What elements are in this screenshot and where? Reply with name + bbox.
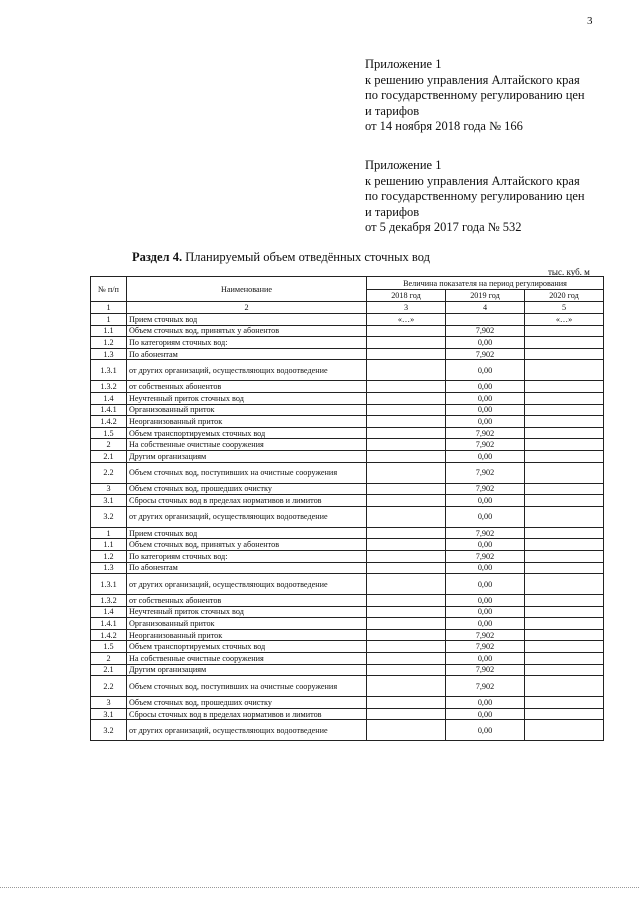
value-2019: 7,902: [446, 550, 525, 562]
row-number: 1.4.1: [91, 618, 127, 630]
table-row: [91, 416, 604, 428]
value-2020: [525, 392, 604, 404]
value-2018: [367, 416, 446, 428]
row-name: Объем сточных вод, принятых у абонентов: [127, 539, 367, 551]
value-2018: [367, 606, 446, 618]
row-number: 1.4: [91, 606, 127, 618]
value-2018: [367, 439, 446, 451]
value-2020: [525, 574, 604, 595]
row-number: 3.2: [91, 506, 127, 527]
appendix-line: и тарифов: [365, 204, 420, 219]
row-name: Неучтенный приток сточных вод: [127, 606, 367, 618]
table-row: [91, 629, 604, 641]
value-2020: [525, 348, 604, 360]
value-2019: 0,00: [446, 618, 525, 630]
value-2019: 7,902: [446, 641, 525, 653]
section-heading: Планируемый объем отведённых сточных вод: [185, 250, 430, 264]
value-2019: 0,00: [446, 595, 525, 607]
value-2018: [367, 325, 446, 337]
row-name: На собственные очистные сооружения: [127, 439, 367, 451]
value-2018: [367, 562, 446, 574]
value-2020: [525, 618, 604, 630]
column-index: 3: [367, 302, 446, 314]
column-header-year: 2018 год: [367, 290, 446, 302]
row-number: 3: [91, 697, 127, 709]
value-2018: [367, 427, 446, 439]
value-2019: 0,00: [446, 562, 525, 574]
row-name: Организованный приток: [127, 404, 367, 416]
row-name: от других организаций, осуществляющих водоотведение: [127, 574, 367, 595]
column-index: 4: [446, 302, 525, 314]
value-2020: [525, 337, 604, 349]
row-number: 2.2: [91, 462, 127, 483]
row-name: По категориям сточных вод:: [127, 337, 367, 349]
table-row: [91, 676, 604, 697]
value-2020: [525, 527, 604, 539]
column-header-year: 2019 год: [446, 290, 525, 302]
table-row: [91, 574, 604, 595]
column-index: 1: [91, 302, 127, 314]
value-2020: [525, 416, 604, 428]
table-row: [91, 462, 604, 483]
row-number: 1.2: [91, 550, 127, 562]
row-number: 1.3: [91, 562, 127, 574]
value-2018: [367, 337, 446, 349]
value-2020: [525, 562, 604, 574]
table-row: [91, 606, 604, 618]
value-2019: 0,00: [446, 574, 525, 595]
appendix-line: к решению управления Алтайского края: [365, 72, 580, 87]
appendix-line: и тарифов: [365, 103, 420, 118]
row-number: 1.2: [91, 337, 127, 349]
value-2018: [367, 641, 446, 653]
value-2018: [367, 595, 446, 607]
value-2020: [525, 676, 604, 697]
row-number: 1.3: [91, 348, 127, 360]
value-2019: 0,00: [446, 337, 525, 349]
column-header-name: Наименование: [127, 277, 367, 302]
value-2019: 7,902: [446, 348, 525, 360]
value-2018: [367, 618, 446, 630]
table-row: [91, 618, 604, 630]
row-number: 1.4.2: [91, 416, 127, 428]
column-index: 2: [127, 302, 367, 314]
row-number: 2.2: [91, 676, 127, 697]
value-2018: [367, 629, 446, 641]
value-2019: 0,00: [446, 708, 525, 720]
value-2019: 0,00: [446, 495, 525, 507]
row-name: Сбросы сточных вод в пределах нормативов и лимитов: [127, 495, 367, 507]
value-2018: [367, 506, 446, 527]
value-2018: [367, 450, 446, 462]
row-name: Объем сточных вод, прошедших очистку: [127, 697, 367, 709]
column-index: 5: [525, 302, 604, 314]
table-row: [91, 495, 604, 507]
table-body: [91, 314, 604, 741]
row-name: По абонентам: [127, 562, 367, 574]
row-number: 2: [91, 439, 127, 451]
row-name: На собственные очистные сооружения: [127, 653, 367, 665]
row-number: 1.3.1: [91, 360, 127, 381]
row-number: 1.5: [91, 641, 127, 653]
value-2019: 0,00: [446, 539, 525, 551]
row-name: от собственных абонентов: [127, 595, 367, 607]
value-2019: 7,902: [446, 483, 525, 495]
value-2018: [367, 550, 446, 562]
scan-edge-divider: [0, 887, 639, 888]
row-name: По абонентам: [127, 348, 367, 360]
value-2019: 7,902: [446, 427, 525, 439]
value-2020: [525, 360, 604, 381]
row-name: По категориям сточных вод:: [127, 550, 367, 562]
row-number: 3.1: [91, 495, 127, 507]
value-2019: 0,00: [446, 450, 525, 462]
table-row: [91, 325, 604, 337]
appendix-line: от 14 ноября 2018 года № 166: [365, 119, 523, 133]
row-number: 1.3.1: [91, 574, 127, 595]
value-2020: [525, 653, 604, 665]
table-row: [91, 427, 604, 439]
value-2019: 0,00: [446, 416, 525, 428]
row-number: 2.1: [91, 450, 127, 462]
row-number: 2: [91, 653, 127, 665]
row-name: Объем сточных вод, поступивших на очистные сооружения: [127, 676, 367, 697]
value-2019: 0,00: [446, 360, 525, 381]
value-2020: [525, 550, 604, 562]
value-2020: [525, 450, 604, 462]
value-2020: [525, 629, 604, 641]
row-name: Объем транспортируемых сточных вод: [127, 641, 367, 653]
table-row: [91, 439, 604, 451]
section-label: Раздел 4.: [132, 250, 183, 264]
appendix-line: по государственному регулированию цен: [365, 88, 585, 102]
table-row: [91, 595, 604, 607]
section-title: [132, 250, 430, 265]
table-row: [91, 562, 604, 574]
column-header-period: Величина показателя на период регулирования: [367, 277, 604, 290]
value-2018: [367, 381, 446, 393]
table-row: [91, 641, 604, 653]
value-2018: [367, 653, 446, 665]
value-2019: 0,00: [446, 392, 525, 404]
appendix-line: Приложение 1: [365, 57, 442, 71]
value-2020: [525, 720, 604, 741]
table-row: [91, 708, 604, 720]
wastewater-volume-table: [90, 276, 604, 741]
value-2018: [367, 348, 446, 360]
value-2020: [525, 697, 604, 709]
table-row: [91, 404, 604, 416]
row-number: 3.1: [91, 708, 127, 720]
table-row: [91, 539, 604, 551]
table-row: [91, 653, 604, 665]
row-name: Объем сточных вод, прошедших очистку: [127, 483, 367, 495]
table-row: [91, 337, 604, 349]
value-2018: [367, 392, 446, 404]
value-2019: [446, 314, 525, 326]
table-row: [91, 720, 604, 741]
units-label: тыс. куб. м: [548, 267, 590, 277]
row-number: 1.4.1: [91, 404, 127, 416]
value-2019: 0,00: [446, 606, 525, 618]
value-2020: [525, 708, 604, 720]
table-row: [91, 360, 604, 381]
value-2020: [525, 606, 604, 618]
column-header-number: № п/п: [91, 277, 127, 302]
value-2018: [367, 697, 446, 709]
row-number: 1.5: [91, 427, 127, 439]
row-number: 1.1: [91, 325, 127, 337]
value-2020: [525, 381, 604, 393]
row-number: 1.3.2: [91, 595, 127, 607]
table-row: [91, 506, 604, 527]
row-name: Объем сточных вод, принятых у абонентов: [127, 325, 367, 337]
value-2019: 0,00: [446, 720, 525, 741]
row-name: Прием сточных вод: [127, 314, 367, 326]
value-2018: [367, 462, 446, 483]
table-row: [91, 483, 604, 495]
row-number: 2.1: [91, 664, 127, 676]
row-number: 1: [91, 314, 127, 326]
value-2020: [525, 462, 604, 483]
value-2019: 7,902: [446, 676, 525, 697]
row-name: от других организаций, осуществляющих водоотведение: [127, 720, 367, 741]
value-2019: 7,902: [446, 629, 525, 641]
value-2018: [367, 539, 446, 551]
table-row: [91, 550, 604, 562]
value-2018: [367, 676, 446, 697]
table-row: [91, 392, 604, 404]
table-row: [91, 348, 604, 360]
row-number: 1.4: [91, 392, 127, 404]
value-2020: [525, 641, 604, 653]
value-2020: [525, 539, 604, 551]
value-2020: [525, 495, 604, 507]
row-name: от собственных абонентов: [127, 381, 367, 393]
value-2018: [367, 483, 446, 495]
table-row: [91, 450, 604, 462]
value-2019: 0,00: [446, 404, 525, 416]
table-row: [91, 664, 604, 676]
value-2018: [367, 720, 446, 741]
value-2020: [525, 427, 604, 439]
value-2020: [525, 483, 604, 495]
value-2018: [367, 495, 446, 507]
value-2018: [367, 527, 446, 539]
value-2019: 7,902: [446, 439, 525, 451]
row-name: Другим организациям: [127, 450, 367, 462]
appendix-line: к решению управления Алтайского края: [365, 173, 580, 188]
value-2020: [525, 325, 604, 337]
value-2018: [367, 404, 446, 416]
row-name: Объем транспортируемых сточных вод: [127, 427, 367, 439]
column-header-year: 2020 год: [525, 290, 604, 302]
table-row: [91, 381, 604, 393]
row-name: Другим организациям: [127, 664, 367, 676]
row-number: 3.2: [91, 720, 127, 741]
value-2019: 7,902: [446, 664, 525, 676]
row-name: Прием сточных вод: [127, 527, 367, 539]
value-2018: [367, 664, 446, 676]
value-2018: [367, 708, 446, 720]
value-2018: [367, 360, 446, 381]
table-row: [91, 314, 604, 326]
row-number: 1: [91, 527, 127, 539]
row-name: Неучтенный приток сточных вод: [127, 392, 367, 404]
value-2020: «…»: [525, 314, 604, 326]
value-2019: 7,902: [446, 527, 525, 539]
value-2020: [525, 664, 604, 676]
value-2020: [525, 506, 604, 527]
row-number: 3: [91, 483, 127, 495]
row-name: от других организаций, осуществляющих водоотведение: [127, 506, 367, 527]
value-2019: 7,902: [446, 462, 525, 483]
table-row: [91, 697, 604, 709]
value-2020: [525, 404, 604, 416]
value-2018: [367, 574, 446, 595]
value-2019: 0,00: [446, 381, 525, 393]
appendix-line: Приложение 1: [365, 158, 442, 172]
row-name: от других организаций, осуществляющих водоотведение: [127, 360, 367, 381]
row-name: Объем сточных вод, поступивших на очистные сооружения: [127, 462, 367, 483]
row-name: Неорганизованный приток: [127, 629, 367, 641]
appendix-line: от 5 декабря 2017 года № 532: [365, 220, 522, 234]
row-number: 1.4.2: [91, 629, 127, 641]
row-number: 1.1: [91, 539, 127, 551]
value-2019: 0,00: [446, 506, 525, 527]
table-row: [91, 527, 604, 539]
value-2020: [525, 595, 604, 607]
row-name: Неорганизованный приток: [127, 416, 367, 428]
row-name: Сбросы сточных вод в пределах нормативов и лимитов: [127, 708, 367, 720]
value-2018: «…»: [367, 314, 446, 326]
value-2019: 7,902: [446, 325, 525, 337]
value-2020: [525, 439, 604, 451]
appendix-header-2017: [365, 158, 585, 236]
page-number: 3: [587, 15, 593, 27]
row-name: Организованный приток: [127, 618, 367, 630]
appendix-line: по государственному регулированию цен: [365, 189, 585, 203]
row-number: 1.3.2: [91, 381, 127, 393]
appendix-header-2018: [365, 57, 585, 135]
value-2019: 0,00: [446, 653, 525, 665]
value-2019: 0,00: [446, 697, 525, 709]
